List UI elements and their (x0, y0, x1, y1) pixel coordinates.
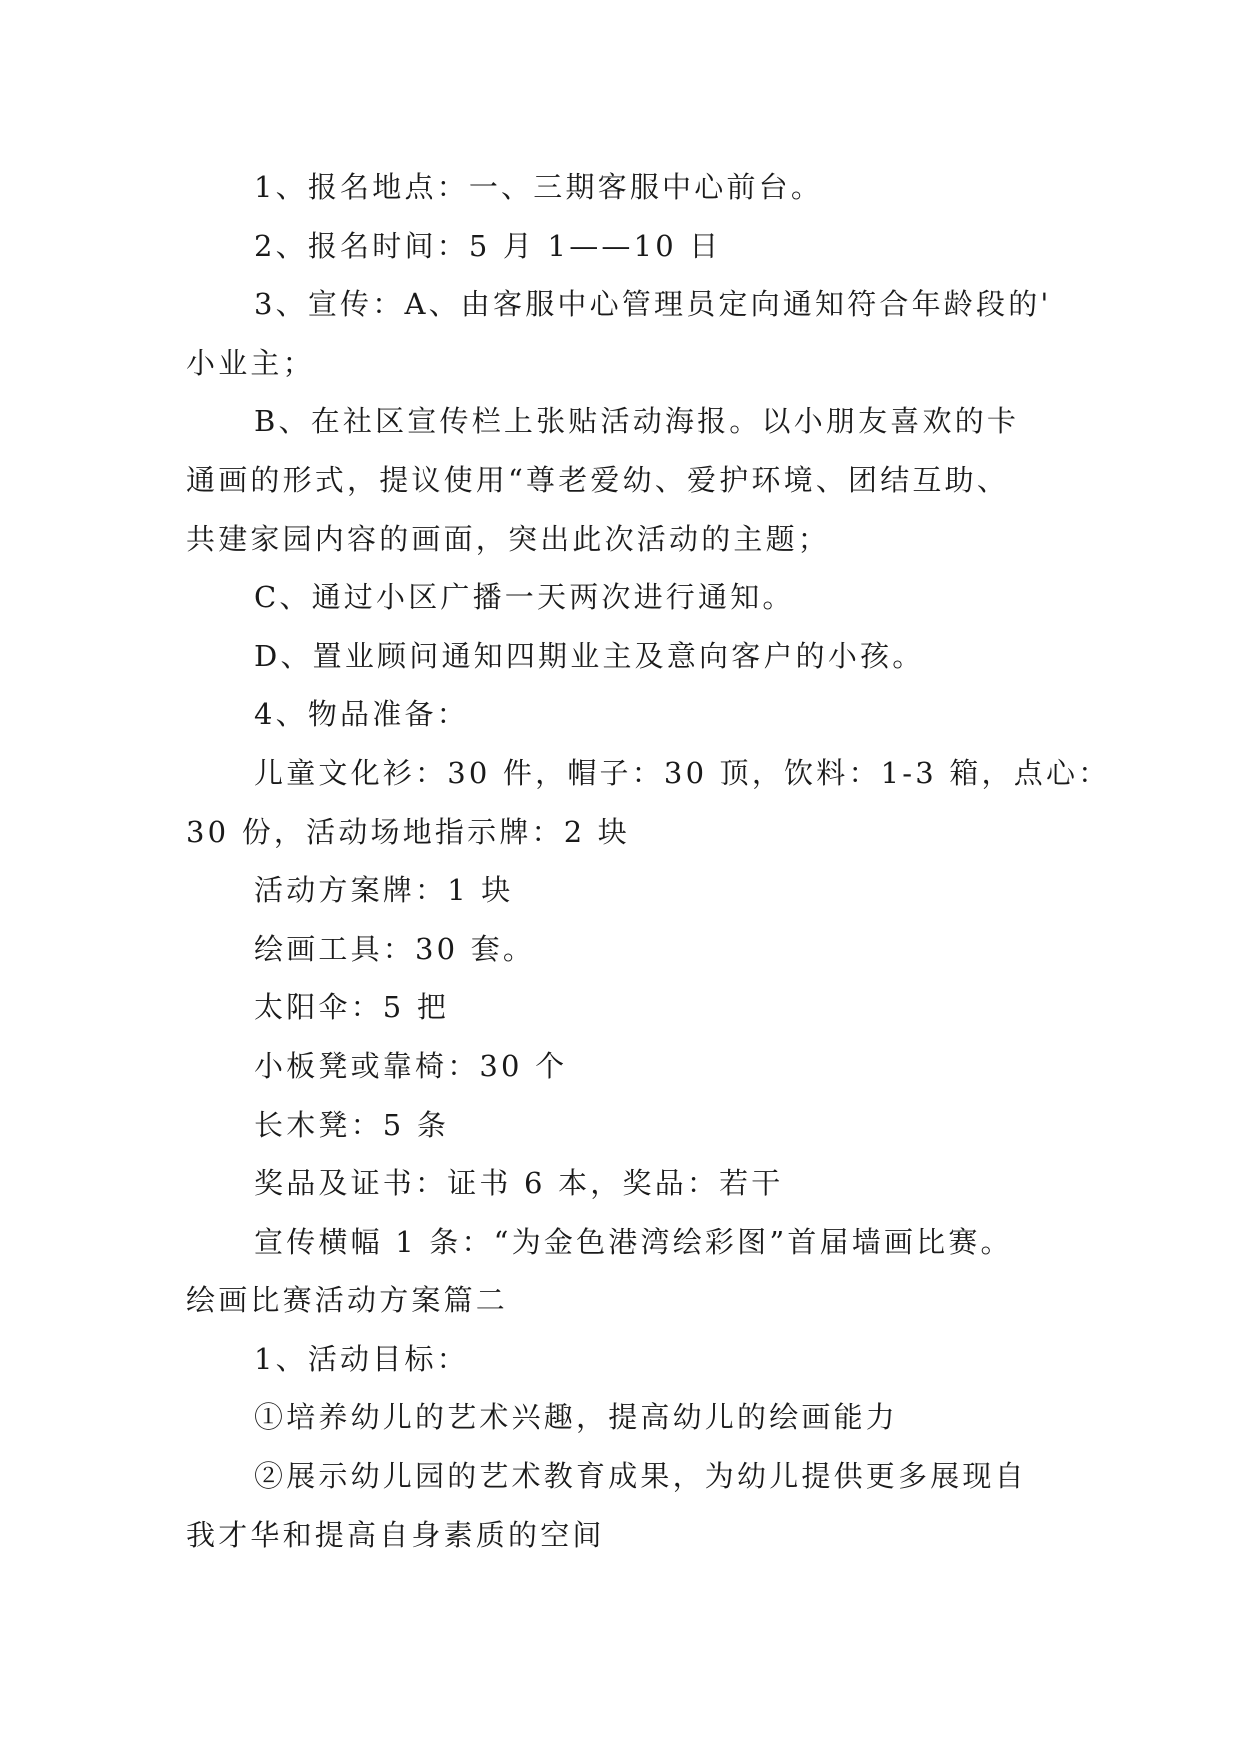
text-line: 宣传横幅 1 条：“为金色港湾绘彩图”首届墙画比赛。 (254, 1224, 1013, 1259)
text-line: 3、宣传：A、由客服中心管理员定向通知符合年龄段的' (254, 287, 1052, 322)
text-line: B、在社区宣传栏上张贴活动海报。以小朋友喜欢的卡 (254, 404, 1020, 439)
text-line: ①培养幼儿的艺术兴趣，提高幼儿的绘画能力 (254, 1400, 899, 1435)
text-line: 1、活动目标： (254, 1341, 469, 1376)
text-line: 4、物品准备： (254, 697, 469, 732)
text-line: 30 份，活动场地指示牌：2 块 (186, 814, 630, 849)
text-line: 小板凳或靠椅：30 个 (254, 1048, 568, 1083)
text-line: 2、报名时间：5 月 1——10 日 (254, 228, 722, 263)
text-line: 我才华和提高自身素质的空间 (186, 1517, 605, 1552)
text-line: 活动方案牌：1 块 (254, 873, 514, 908)
text-line: C、通过小区广播一天两次进行通知。 (254, 580, 795, 615)
text-line: 长木凳：5 条 (254, 1107, 450, 1142)
section-heading: 绘画比赛活动方案篇二 (186, 1283, 509, 1318)
text-line: 1、报名地点：一、三期客服中心前台。 (254, 170, 824, 204)
text-line: 儿童文化衫：30 件，帽子：30 顶，饮料：1-3 箱，点心： (254, 755, 1111, 790)
text-line: 太阳伞：5 把 (254, 990, 450, 1025)
document-body (186, 158, 1111, 1564)
text-line: ②展示幼儿园的艺术教育成果，为幼儿提供更多展现自 (254, 1459, 1027, 1494)
text-line: 绘画工具：30 套。 (254, 931, 536, 966)
text-line: 奖品及证书：证书 6 本，奖品：若干 (254, 1166, 784, 1201)
text-line: 共建家园内容的画面，突出此次活动的主题； (186, 521, 831, 556)
text-line: 小业主； (186, 345, 315, 380)
text-line: D、置业顾问通知四期业主及意向客户的小孩。 (254, 638, 925, 673)
text-line: 通画的形式，提议使用“尊老爱幼、爱护环境、团结互助、 (186, 462, 1010, 497)
